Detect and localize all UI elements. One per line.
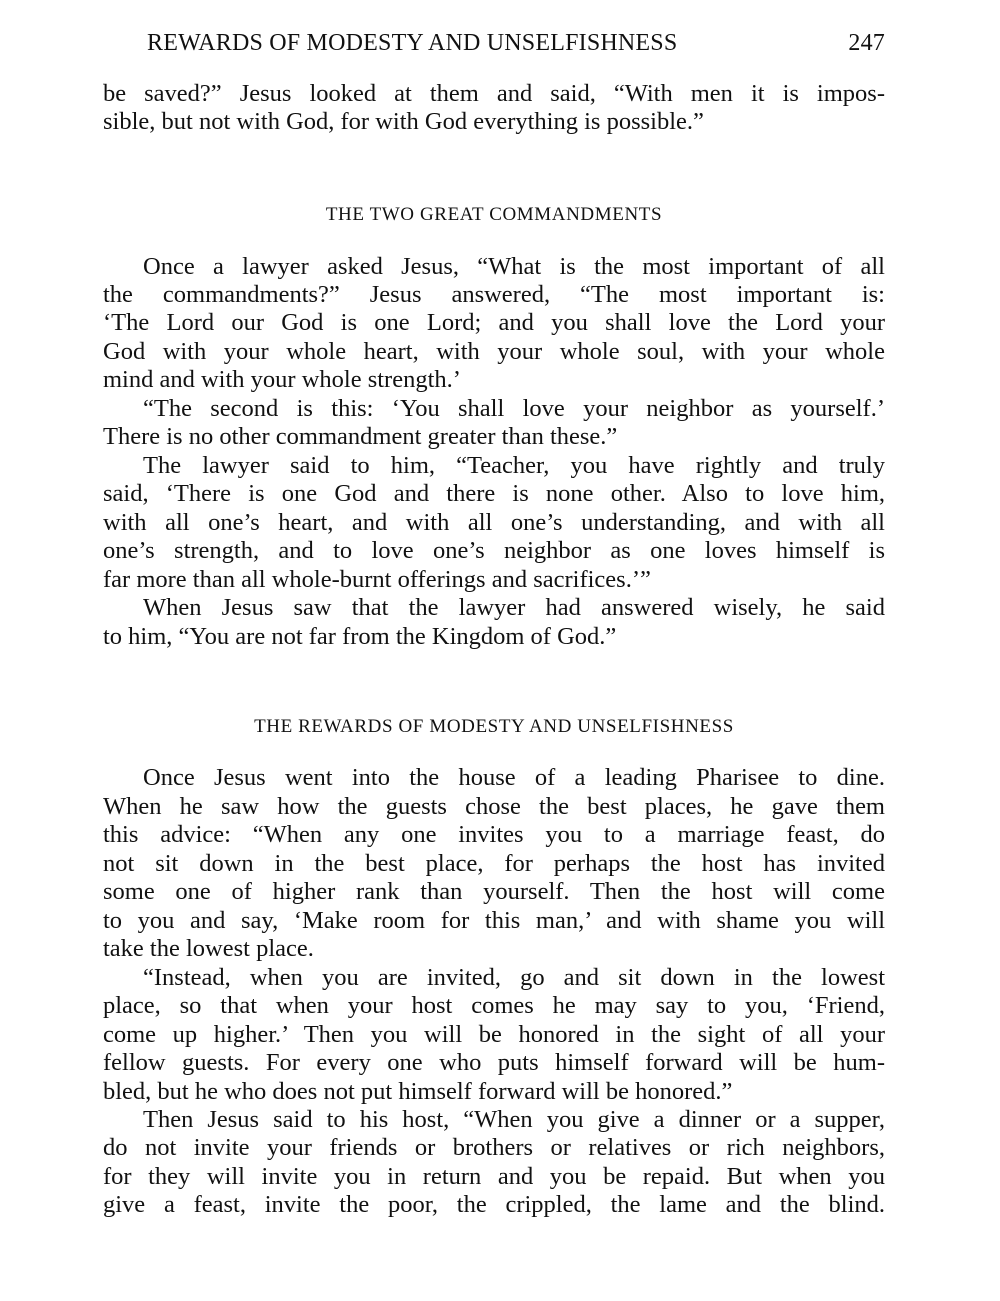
text-line: Then Jesus said to his host, “When you give a dinner or a supper, — [143, 1106, 885, 1133]
text-line: There is no other commandment greater than these.” — [103, 423, 618, 450]
text-line: When Jesus saw that the lawyer had answered wisely, he said — [143, 594, 885, 621]
text-line: for they will invite you in return and you be repaid. But when you — [103, 1163, 885, 1190]
page-number: 247 — [848, 30, 885, 56]
text-line: to him, “You are not far from the Kingdom of God.” — [103, 623, 617, 650]
text-line: one’s strength, and to love one’s neighbor as one loves himself is — [103, 537, 885, 564]
text-line: take the lowest place. — [103, 935, 314, 962]
text-line: do not invite your friends or brothers or relatives or rich neighbors, — [103, 1134, 885, 1161]
text-line: place, so that when your host comes he may say to you, ‘Friend, — [103, 992, 885, 1019]
text-line: far more than all whole-burnt offerings and sacrifices.’” — [103, 566, 651, 593]
text-line: not sit down in the best place, for perhaps the host has invited — [103, 850, 885, 877]
text-line: sible, but not with God, for with God everything is possible.” — [103, 108, 704, 135]
text-line: God with your whole heart, with your whole soul, with your whole — [103, 338, 885, 365]
text-line: give a feast, invite the poor, the crippled, the lame and the blind. — [103, 1191, 885, 1218]
text-line: to you and say, ‘Make room for this man,’ and with shame you will — [103, 907, 885, 934]
text-line: Once a lawyer asked Jesus, “What is the most important of all — [143, 253, 885, 280]
text-line: be saved?” Jesus looked at them and said, “With men it is impos- — [103, 80, 885, 107]
text-line: with all one’s heart, and with all one’s understanding, and with all — [103, 509, 885, 536]
text-line: some one of higher rank than yourself. Then the host will come — [103, 878, 885, 905]
text-line: ‘The Lord our God is one Lord; and you shall love the Lord your — [103, 309, 885, 336]
text-line: The lawyer said to him, “Teacher, you have rightly and truly — [143, 452, 885, 479]
running-head-title: REWARDS OF MODESTY AND UNSELFISHNESS — [147, 30, 678, 56]
text-line: “Instead, when you are invited, go and sit down in the lowest — [143, 964, 885, 991]
text-line: When he saw how the guests chose the best places, he gave them — [103, 793, 885, 820]
text-line: the commandments?” Jesus answered, “The most important is: — [103, 281, 885, 308]
section-heading-two-great-commandments: THE TWO GREAT COMMANDMENTS — [325, 204, 663, 225]
text-line: come up higher.’ Then you will be honored in the sight of all your — [103, 1021, 885, 1048]
text-line: fellow guests. For every one who puts himself forward will be hum- — [103, 1049, 885, 1076]
text-line: said, ‘There is one God and there is none other. Also to love him, — [103, 480, 885, 507]
section-heading-rewards-of-modesty: THE REWARDS OF MODESTY AND UNSELFISHNESS — [254, 716, 734, 737]
text-line: this advice: “When any one invites you to a marriage feast, do — [103, 821, 885, 848]
text-line: mind and with your whole strength.’ — [103, 366, 461, 393]
running-head — [103, 30, 885, 58]
text-line: bled, but he who does not put himself forward will be honored.” — [103, 1078, 733, 1105]
text-line: “The second is this: ‘You shall love your neighbor as yourself.’ — [143, 395, 885, 422]
text-line: Once Jesus went into the house of a leading Pharisee to dine. — [143, 764, 885, 791]
